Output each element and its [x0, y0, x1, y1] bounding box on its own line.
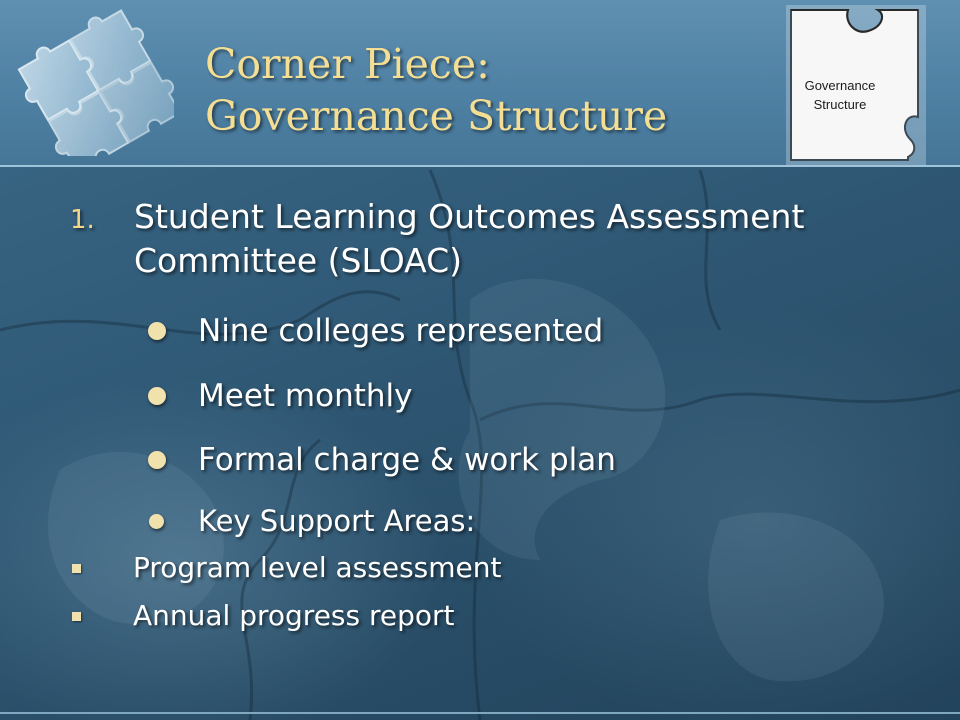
- bullet-dot-icon: [148, 322, 166, 340]
- bullet-dot-icon: [148, 451, 166, 469]
- corner-label-line-2: Structure: [813, 97, 867, 112]
- bullet-item: Nine colleges represented: [198, 313, 604, 349]
- bullet-item: Formal charge & work plan: [198, 442, 616, 478]
- main-item-line-2: Committee (SLOAC): [134, 241, 463, 280]
- bullet-dot-icon: [148, 387, 166, 405]
- square-bullet-icon: [72, 612, 81, 621]
- list-number: 1.: [70, 205, 95, 235]
- corner-label-line-1: Governance: [804, 78, 876, 93]
- title-line-2: Governance Structure: [205, 92, 668, 140]
- main-item-line-1: Student Learning Outcomes Assessment: [134, 197, 805, 236]
- sub-bullet-item: Annual progress report: [133, 599, 455, 632]
- title-line-1: Corner Piece:: [205, 40, 490, 88]
- square-bullet-icon: [72, 564, 81, 573]
- bullet-item: Key Support Areas:: [198, 504, 476, 538]
- bullet-dot-icon: [149, 514, 164, 529]
- bullet-item: Meet monthly: [198, 378, 413, 414]
- sub-bullet-item: Program level assessment: [133, 551, 502, 584]
- main-list-item: [134, 195, 804, 283]
